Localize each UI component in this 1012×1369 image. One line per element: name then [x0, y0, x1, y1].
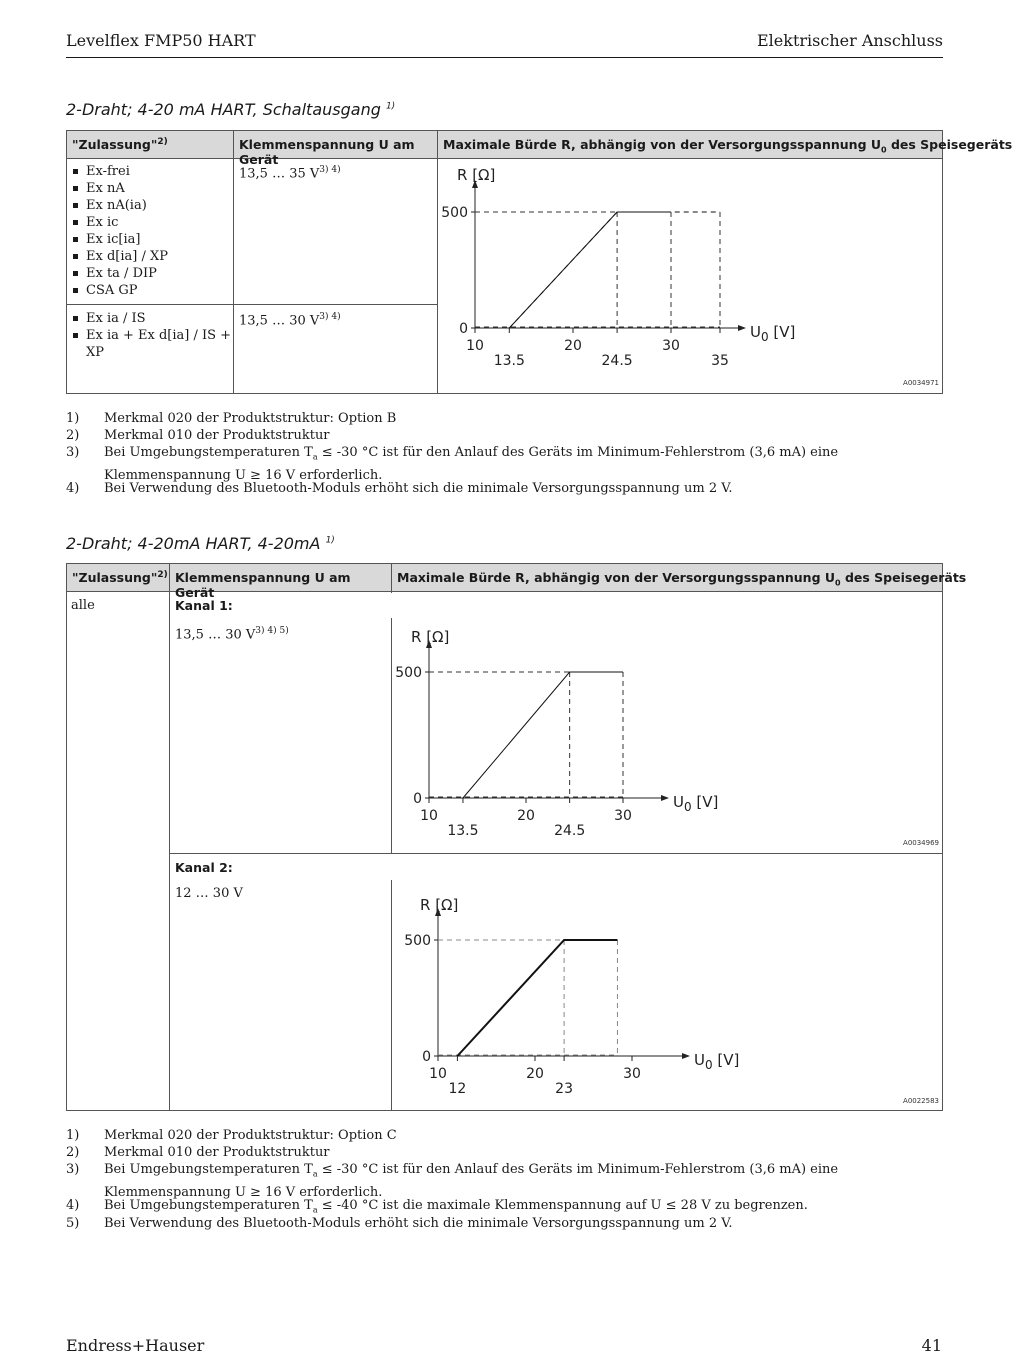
t2-approval: alle — [71, 598, 95, 613]
t1-vline-2 — [437, 131, 438, 393]
table1-col-buerde — [438, 131, 1012, 159]
x-axis-label: $U_0$ [V] — [694, 1051, 740, 1072]
approval-item: Ex-frei — [67, 163, 231, 180]
t2-vline-2-header — [391, 564, 392, 593]
x-mark-label: 24.5 — [554, 823, 586, 839]
footnote-text — [104, 1161, 924, 1202]
t1-row1-approvals — [67, 163, 231, 299]
section1-title — [66, 100, 395, 119]
channel1-label: Kanal 1: — [175, 598, 233, 613]
y-tick-label: 500 — [395, 665, 422, 681]
t1-row-divider — [67, 304, 437, 305]
header-right: Elektrischer Anschluss — [756, 31, 943, 50]
header-rule — [66, 57, 943, 58]
t2-c3-post: des Speisegeräts — [840, 570, 967, 585]
x-tick-label: 30 — [623, 1066, 641, 1082]
y-axis-label: R [Ω] — [457, 166, 496, 184]
y-tick-label: 500 — [441, 205, 468, 221]
t2-c1-text: "Zulassung" — [72, 570, 158, 586]
t2-c1-sup: 2) — [157, 570, 168, 580]
t1-row2-voltage-sup: 3) 4) — [319, 312, 341, 322]
channel1-voltage-text: 13,5 … 30 V — [175, 627, 256, 643]
t2-vline-2-k2 — [391, 880, 392, 1110]
x-mark-label: 13.5 — [447, 823, 479, 839]
x-tick-label: 20 — [564, 338, 582, 354]
figure-code-2: A0034969 — [903, 839, 939, 847]
section1-title-sup: 1) — [385, 101, 396, 112]
table2-col-buerde — [392, 564, 967, 592]
x-tick-label: 10 — [429, 1066, 447, 1082]
t2-vline-1 — [169, 564, 170, 1110]
footnote-text: Bei Verwendung des Bluetooth-Moduls erhöht sich die minimale Versorgungsspannung um 2 V. — [104, 1216, 733, 1231]
t1-row2-voltage — [239, 309, 341, 329]
footnote-text: Merkmal 020 der Produktstruktur: Option C — [104, 1128, 397, 1143]
approval-item: Ex nA(ia) — [67, 197, 231, 214]
y-tick-label: 0 — [413, 791, 422, 807]
t1-row1-voltage-text: 13,5 … 35 V — [239, 166, 320, 182]
y-tick-label: 500 — [404, 933, 431, 949]
fn-pre: Bei Umgebungstemperaturen T — [104, 1162, 313, 1177]
t1-row1-voltage-sup: 3) 4) — [319, 165, 341, 175]
t1-c1-text: "Zulassung" — [72, 137, 158, 153]
approval-item: Ex ia + Ex d[ia] / IS + XP — [67, 327, 237, 361]
channel2-voltage: 12 … 30 V — [175, 886, 243, 901]
y-axis-label: R [Ω] — [420, 896, 459, 914]
footnote-num: 5) — [66, 1216, 80, 1231]
footnote-text: Merkmal 010 der Produktstruktur — [104, 428, 330, 443]
x-mark-label: 35 — [711, 353, 729, 369]
section2-title-sup: 1) — [325, 535, 335, 546]
fn-pre: Bei Umgebungstemperaturen T — [104, 445, 313, 460]
channel1-voltage — [175, 623, 289, 643]
x-axis-arrow — [661, 795, 669, 801]
x-axis-arrow — [738, 325, 746, 331]
approval-item: Ex d[ia] / XP — [67, 248, 231, 265]
section2-title — [66, 534, 335, 553]
x-mark-label: 12 — [448, 1081, 467, 1097]
approval-item: Ex ia / IS — [67, 310, 237, 327]
channel2-label: Kanal 2: — [175, 860, 233, 875]
fn-pre: Bei Umgebungstemperaturen T — [104, 1198, 313, 1213]
fn-sub: a — [312, 1205, 318, 1215]
x-axis-arrow — [682, 1053, 690, 1059]
x-tick-label: 10 — [420, 808, 438, 824]
x-tick-label: 30 — [614, 808, 632, 824]
footnote-num: 4) — [66, 481, 80, 496]
t1-c3-post: des Speisegeräts — [886, 137, 1012, 152]
x-mark-label: 13.5 — [493, 353, 525, 369]
section2-title-text: 2-Draht; 4-20mA HART, 4-20mA — [66, 534, 321, 553]
header-left: Levelflex FMP50 HART — [66, 31, 256, 50]
x-tick-label: 20 — [517, 808, 535, 824]
t1-c1-sup: 2) — [157, 137, 168, 147]
t2-vline-2-k1 — [391, 618, 392, 853]
series-line — [509, 212, 720, 328]
footnote-num: 3) — [66, 1162, 80, 1177]
approval-item: Ex ta / DIP — [67, 265, 231, 282]
fn-sub: a — [312, 452, 318, 462]
x-tick-label: 30 — [662, 338, 680, 354]
x-mark-label: 24.5 — [601, 353, 633, 369]
footnote-num: 2) — [66, 1145, 80, 1160]
approval-item: CSA GP — [67, 282, 231, 299]
t2-c3-sub: 0 — [835, 578, 841, 588]
channel1-voltage-sup: 3) 4) 5) — [255, 626, 289, 636]
t1-row2-voltage-text: 13,5 … 30 V — [239, 313, 320, 329]
x-axis-label: $U_0$ [V] — [673, 793, 719, 814]
fn-post: ≤ -30 °C ist für den Anlauf des Geräts im Minimum-Fehlerstrom (3,6 mA) eine Klemmenspannung U ≥ 16 V erforderlich. — [104, 1162, 839, 1200]
footnote-text — [104, 444, 924, 485]
footnote-num: 2) — [66, 428, 80, 443]
footnote-num: 4) — [66, 1198, 80, 1213]
table1-col-zulassung — [67, 131, 233, 159]
x-tick-label: 20 — [526, 1066, 544, 1082]
table1-col-klemmenspannung: Klemmenspannung U am Gerät — [239, 137, 415, 167]
section1-title-text: 2-Draht; 4-20 mA HART, Schaltausgang — [66, 100, 381, 119]
footer-brand: Endress+Hauser — [66, 1336, 205, 1355]
table2-col-zulassung — [67, 564, 169, 592]
x-tick-label: 10 — [466, 338, 484, 354]
footnote-text: Merkmal 010 der Produktstruktur — [104, 1145, 330, 1160]
load-chart-3 — [394, 882, 774, 1097]
y-tick-label: 0 — [422, 1049, 431, 1065]
x-axis-label: $U_0$ [V] — [750, 323, 796, 344]
approval-item: Ex ic — [67, 214, 231, 231]
figure-code-1: A0034971 — [903, 379, 939, 387]
approval-item: Ex nA — [67, 180, 231, 197]
footnote-text: Bei Verwendung des Bluetooth-Moduls erhöht sich die minimale Versorgungsspannung um 2 V. — [104, 481, 733, 496]
x-mark-label: 23 — [555, 1081, 574, 1097]
y-tick-label: 0 — [459, 321, 468, 337]
t2-c3-pre: Maximale Bürde R, abhängig von der Versorgungsspannung U — [397, 570, 836, 585]
series-line — [457, 940, 617, 1056]
t2-channel-divider — [170, 853, 942, 854]
footnote-num: 3) — [66, 445, 80, 460]
fn-post: ≤ -40 °C ist die maximale Klemmenspannung auf U ≤ 28 V zu begrenzen. — [317, 1198, 808, 1213]
page-number: 41 — [921, 1336, 942, 1355]
footnote-text: Merkmal 020 der Produktstruktur: Option B — [104, 411, 397, 426]
table2-col-klemmenspannung: Klemmenspannung U am Gerät — [175, 570, 351, 600]
load-chart-2 — [394, 620, 734, 840]
fn-post: ≤ -30 °C ist für den Anlauf des Geräts im Minimum-Fehlerstrom (3,6 mA) eine Klemmenspannung U ≥ 16 V erforderlich. — [104, 445, 839, 483]
t1-row1-voltage — [239, 162, 341, 182]
series-line — [463, 672, 623, 798]
approval-item: Ex ic[ia] — [67, 231, 231, 248]
footnote-num: 1) — [66, 411, 80, 426]
t1-c3-sub: 0 — [881, 145, 887, 155]
footnote-num: 1) — [66, 1128, 80, 1143]
fn-sub: a — [312, 1169, 318, 1179]
t1-row2-approvals — [67, 310, 237, 361]
series-line — [509, 212, 671, 328]
t1-c3-pre: Maximale Bürde R, abhängig von der Versorgungsspannung U — [443, 137, 882, 152]
figure-code-3: A0022583 — [903, 1097, 939, 1105]
y-axis-label: R [Ω] — [411, 628, 450, 646]
load-chart-1 — [440, 160, 940, 390]
